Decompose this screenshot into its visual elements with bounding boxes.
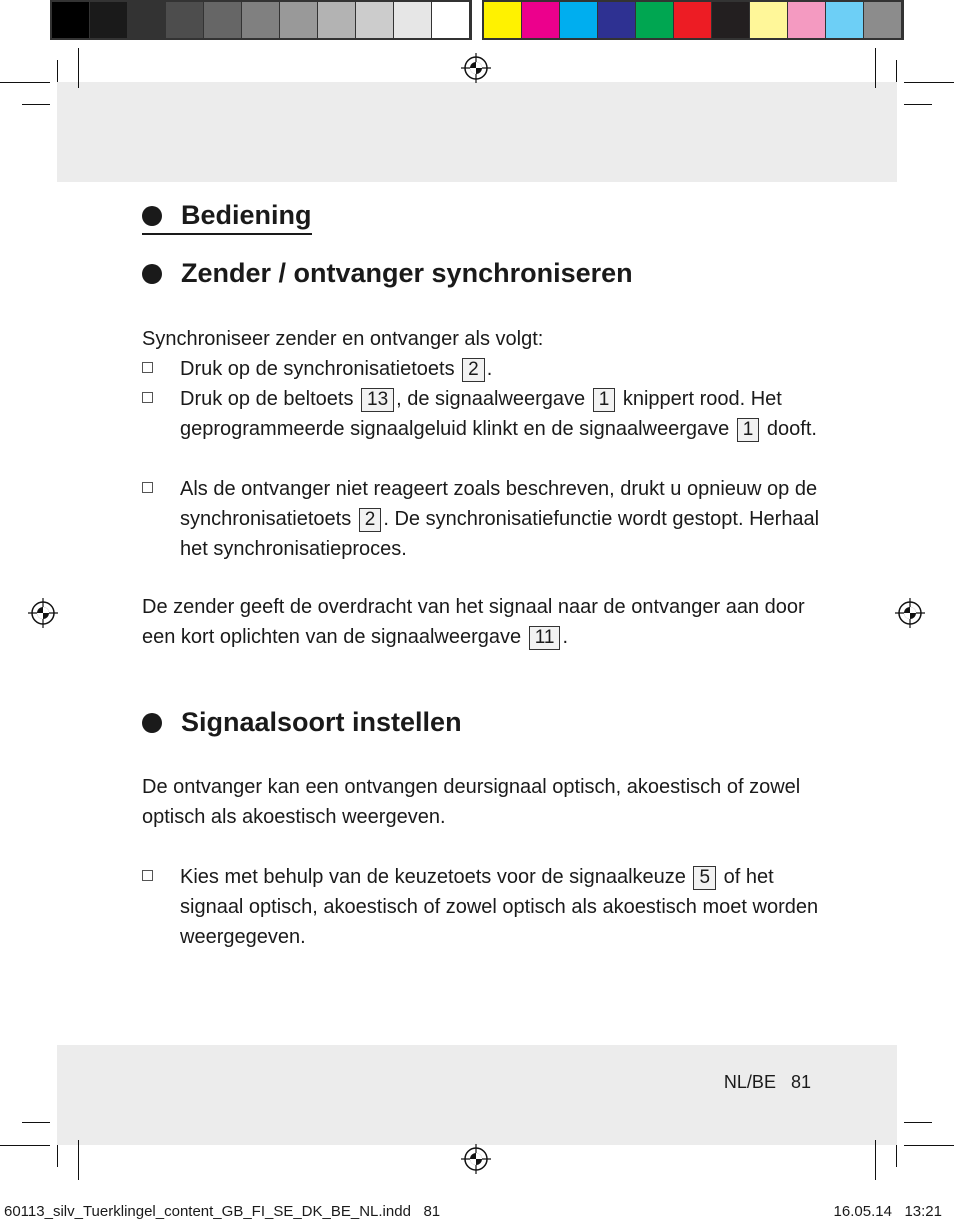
heading-text: Zender / ontvanger synchroniseren [181, 258, 633, 288]
crop-mark [0, 82, 50, 83]
crop-mark [875, 48, 876, 88]
print-slug-file: 60113_silv_Tuerklingel_content_GB_FI_SE_DK_BE_NL.indd 81 [4, 1203, 441, 1220]
color-swatch [864, 2, 902, 38]
part-reference: 2 [462, 358, 485, 382]
heading-bullet-icon [142, 206, 162, 226]
list-item: Druk op de synchronisatietoets 2 . [142, 354, 822, 384]
crop-mark [904, 104, 932, 105]
part-reference: 11 [529, 626, 561, 650]
color-swatch [90, 2, 128, 38]
part-reference: 1 [593, 388, 616, 412]
heading-bullet-icon [142, 713, 162, 733]
registration-mark-icon [28, 598, 58, 628]
crop-mark [904, 82, 954, 83]
crop-mark [904, 1122, 932, 1123]
section-heading-synchronise [142, 258, 633, 289]
section-heading-signal-type [142, 707, 462, 738]
crop-mark [896, 1145, 897, 1167]
crop-mark [57, 1145, 58, 1167]
heading-text: Signaalsoort instellen [181, 707, 462, 737]
sync-intro: Synchroniseer zender en ontvanger als volgt: [142, 328, 544, 350]
crop-mark [875, 1140, 876, 1180]
crop-mark [22, 1122, 50, 1123]
registration-mark-icon [461, 1144, 491, 1174]
page-content [142, 0, 822, 1000]
print-slug-date: 16.05.14 13:21 [833, 1203, 942, 1220]
page-number: NL/BE 81 [723, 1072, 811, 1092]
crop-mark [78, 1140, 79, 1180]
crop-mark [904, 1145, 954, 1146]
checkbox-bullet-icon [142, 482, 153, 493]
registration-mark-icon [895, 598, 925, 628]
crop-mark [57, 60, 58, 82]
part-reference: 13 [361, 388, 394, 412]
footer-band [57, 1045, 897, 1145]
list-item: Druk op de beltoets 13 , de signaalweergave 1 knippert rood. Het geprogrammeerde signaalgeluid klinkt en de signaalweergave 1 dooft. [142, 384, 822, 444]
heading-bullet-icon [142, 264, 162, 284]
list-item: Als de ontvanger niet reageert zoals beschreven, drukt u opnieuw op de synchronisatietoets 2 . De synchronisatiefunctie wordt gestopt. Herhaal het synchronisatieproces. [142, 474, 822, 564]
part-reference: 1 [737, 418, 760, 442]
signal-paragraph: De zender geeft de overdracht van het signaal naar de ontvanger aan door een kort oplichten van de signaalweergave 11 . [142, 596, 805, 648]
heading-text: Bediening [181, 200, 312, 230]
signal-type-intro: De ontvanger kan een ontvangen deursignaal optisch, akoestisch of zowel optisch als akoestisch weergeven. [142, 776, 801, 828]
color-swatch [52, 2, 90, 38]
section-heading-bediening [142, 200, 312, 235]
crop-mark [896, 60, 897, 82]
color-swatch [826, 2, 864, 38]
part-reference: 2 [359, 508, 382, 532]
part-reference: 5 [693, 866, 716, 890]
crop-mark [0, 1145, 50, 1146]
checkbox-bullet-icon [142, 870, 153, 881]
list-item: Kies met behulp van de keuzetoets voor de signaalkeuze 5 of het signaal optisch, akoestisch of zowel optisch als akoestisch moet worden weergegeven. [142, 862, 822, 952]
checkbox-bullet-icon [142, 392, 153, 403]
crop-mark [22, 104, 50, 105]
crop-mark [78, 48, 79, 88]
checkbox-bullet-icon [142, 362, 153, 373]
